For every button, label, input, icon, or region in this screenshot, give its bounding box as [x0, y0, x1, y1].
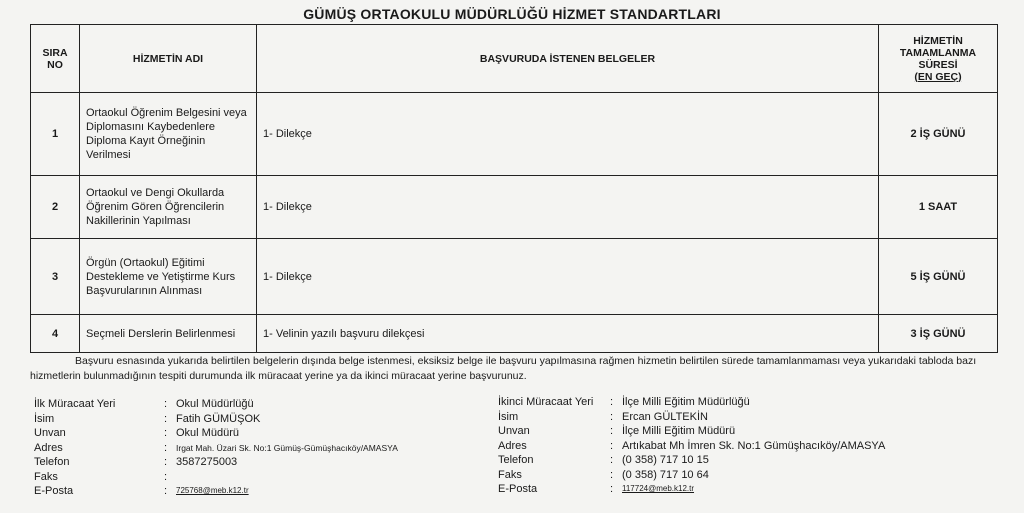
header-no-line1: SIRA [42, 46, 68, 59]
second-contact-name: Ercan GÜLTEKİN [622, 410, 708, 423]
header-time-line3: SÜRESİ [918, 58, 958, 71]
table-row [31, 315, 998, 353]
second-contact-place: İlçe Milli Eğitim Müdürlüğü [622, 396, 750, 408]
first-contact-name-label: İsim [34, 412, 55, 425]
separator: : [164, 412, 168, 425]
row-no: 1 [31, 93, 80, 176]
row-no: 4 [31, 315, 80, 353]
second-contact-email-row [498, 483, 998, 498]
separator: : [164, 485, 168, 497]
second-contact-address-row [498, 440, 998, 455]
first-contact-phone-row [34, 456, 484, 471]
second-contact-name-label: İsim [498, 410, 519, 423]
row-documents: 1- Velinin yazılı başvuru dilekçesi [257, 315, 879, 353]
first-contact-title-row [34, 427, 484, 442]
first-contact-address-row [34, 442, 484, 457]
first-contact-email[interactable]: 725768@meb.k12.tr [176, 486, 249, 495]
separator: : [610, 425, 614, 437]
second-contact-email-label: E-Posta [498, 483, 538, 495]
first-contact-address: Irgat Mah. Üzari Sk. No:1 Gümüş-Gümüşhacıköy/AMASYA [176, 442, 398, 453]
first-contact-title-label: Unvan [34, 427, 66, 439]
second-contact-place-label: İkinci Müracaat Yeri [498, 396, 594, 408]
first-contact-name: Fatih GÜMÜŞOK [176, 412, 261, 425]
page-title: GÜMÜŞ ORTAOKULU MÜDÜRLÜĞÜ HİZMET STANDARTLARI [303, 6, 721, 22]
second-contact-fax: (0 358) 717 10 64 [622, 468, 709, 481]
table-row [31, 239, 998, 315]
row-service-name: Seçmeli Derslerin Belirlenmesi [80, 315, 257, 353]
second-contact-title: İlçe Milli Eğitim Müdürü [622, 425, 736, 437]
separator: : [610, 410, 614, 423]
row-completion-time: 5 İŞ GÜNÜ [879, 239, 998, 315]
row-no: 3 [31, 239, 80, 315]
first-contact-place-label: İlk Müracaat Yeri [34, 398, 116, 410]
service-standards-table [30, 24, 998, 353]
first-contact-place-row [34, 398, 484, 413]
first-contact-place: Okul Müdürlüğü [176, 398, 254, 410]
header-service-name: HİZMETİN ADI [80, 25, 257, 93]
row-completion-time: 2 İŞ GÜNÜ [879, 93, 998, 176]
row-completion-time: 3 İŞ GÜNÜ [879, 315, 998, 353]
header-no [31, 25, 80, 93]
second-contact-place-row [498, 396, 998, 411]
first-contact-fax-label: Faks [34, 470, 58, 483]
first-contact-email-label: E-Posta [34, 485, 74, 497]
first-contact-fax-row [34, 471, 484, 486]
first-contact-phone: 3587275003 [176, 456, 238, 468]
row-service-name: Ortaokul Öğrenim Belgesini veya Diplomasını Kaybedenlere Diploma Kayıt Örneğinin Verilmesi [80, 93, 257, 176]
second-contact-phone-label: Telefon [498, 454, 534, 466]
separator: : [164, 470, 168, 483]
first-contact-title: Okul Müdürü [176, 427, 239, 439]
row-service-name: Ortaokul ve Dengi Okullarda Öğrenim Gören Öğrencilerin Nakillerinin Yapılması [80, 176, 257, 239]
separator: : [164, 441, 168, 454]
separator: : [610, 468, 614, 481]
second-contact-fax-label: Faks [498, 468, 522, 481]
table-row [31, 176, 998, 239]
table-row [31, 93, 998, 176]
second-contact-address-label: Adres [498, 439, 527, 452]
first-contact-block [34, 398, 484, 500]
first-contact-address-label: Adres [34, 441, 63, 454]
table-header-row [31, 25, 998, 93]
application-note: Başvuru esnasında yukarıda belirtilen belgelerin dışında belge istenmesi, eksiksiz belge ile başvuru yapılmasına rağmen hizmetin belirtilen sürede tamamlanmaması veya yukarıdaki tabloda bazı hizmetlerin bulunmadığının tespiti durumunda ilk müracaat yerine ya da ikinci müracaat yerine başvurunuz. [30, 355, 977, 382]
first-contact-phone-label: Telefon [34, 456, 70, 468]
separator: : [164, 427, 168, 439]
row-completion-time: 1 SAAT [879, 176, 998, 239]
header-time-line1: HİZMETİN [913, 34, 963, 47]
row-service-name: Örgün (Ortaokul) Eğitimi Destekleme ve Yetiştirme Kurs Başvurularının Alınması [80, 239, 257, 315]
header-completion-time [879, 25, 998, 93]
second-contact-title-row [498, 425, 998, 440]
second-contact-title-label: Unvan [498, 425, 530, 437]
second-contact-phone-row [498, 454, 998, 469]
second-contact-email[interactable]: 117724@meb.k12.tr [622, 484, 695, 493]
row-no: 2 [31, 176, 80, 239]
row-documents: 1- Dilekçe [257, 239, 879, 315]
second-contact-fax-row [498, 469, 998, 484]
row-documents: 1- Dilekçe [257, 93, 879, 176]
second-contact-name-row [498, 411, 998, 426]
separator: : [610, 396, 614, 408]
separator: : [610, 483, 614, 495]
second-contact-address: Artıkabat Mh İmren Sk. No:1 Gümüşhacıköy/AMASYA [622, 439, 886, 452]
separator: : [164, 398, 168, 410]
separator: : [610, 454, 614, 466]
second-contact-phone: (0 358) 717 10 15 [622, 454, 709, 466]
first-contact-email-row [34, 485, 484, 500]
header-time-line4: (EN GEÇ) [914, 70, 962, 83]
header-time-line2: TAMAMLANMA [899, 46, 977, 59]
header-no-line2: NO [47, 58, 63, 71]
second-contact-block [498, 396, 998, 498]
separator: : [164, 456, 168, 468]
row-documents: 1- Dilekçe [257, 176, 879, 239]
first-contact-name-row [34, 413, 484, 428]
separator: : [610, 439, 614, 452]
header-documents: BAŞVURUDA İSTENEN BELGELER [257, 25, 879, 93]
